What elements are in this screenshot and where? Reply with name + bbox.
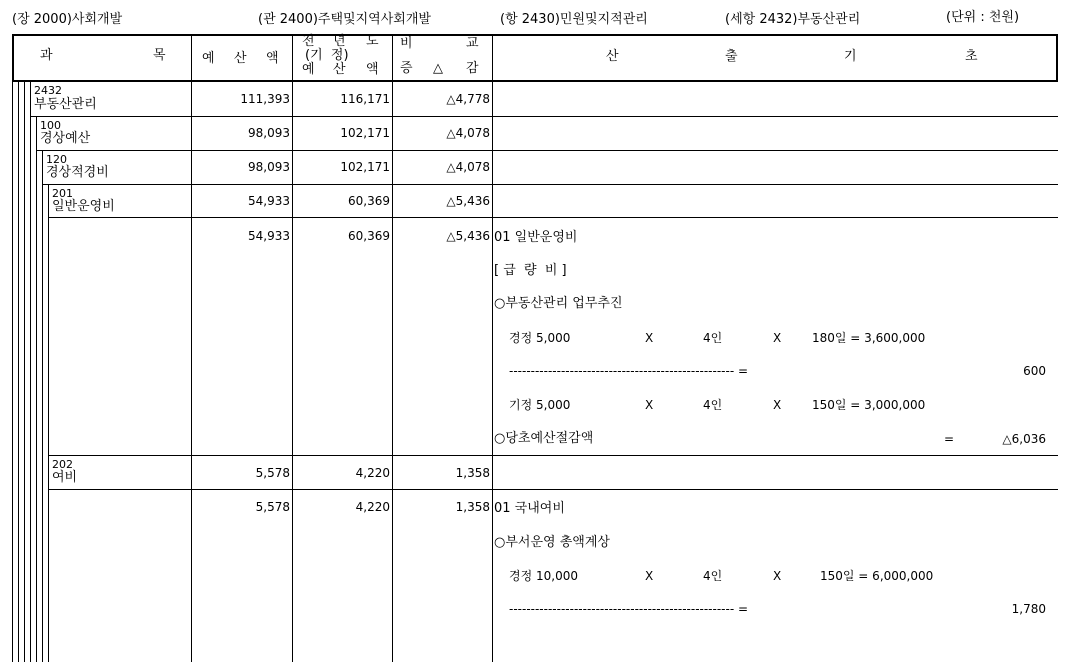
header-jang: (장 2000)사회개발 — [12, 12, 123, 27]
detail-title: 01 국내여비 — [494, 501, 565, 516]
header-hang: (항 2430)민원및지적관리 — [500, 12, 648, 27]
detail-title: 01 일반운영비 — [494, 230, 578, 245]
detail-item: ○부동산관리 업무추진 — [494, 296, 623, 311]
detail-item: ○부서운영 총액계상 — [494, 535, 610, 550]
header-sehang: (세항 2432)부동산관리 — [725, 12, 861, 27]
header-unit: (단위 : 천원) — [946, 10, 1020, 25]
detail-category: [ 급 량 비 ] — [494, 263, 567, 278]
detail-item: ○당초예산절감액 — [494, 431, 594, 446]
header-gwan: (관 2400)주택및지역사회개발 — [258, 12, 431, 27]
